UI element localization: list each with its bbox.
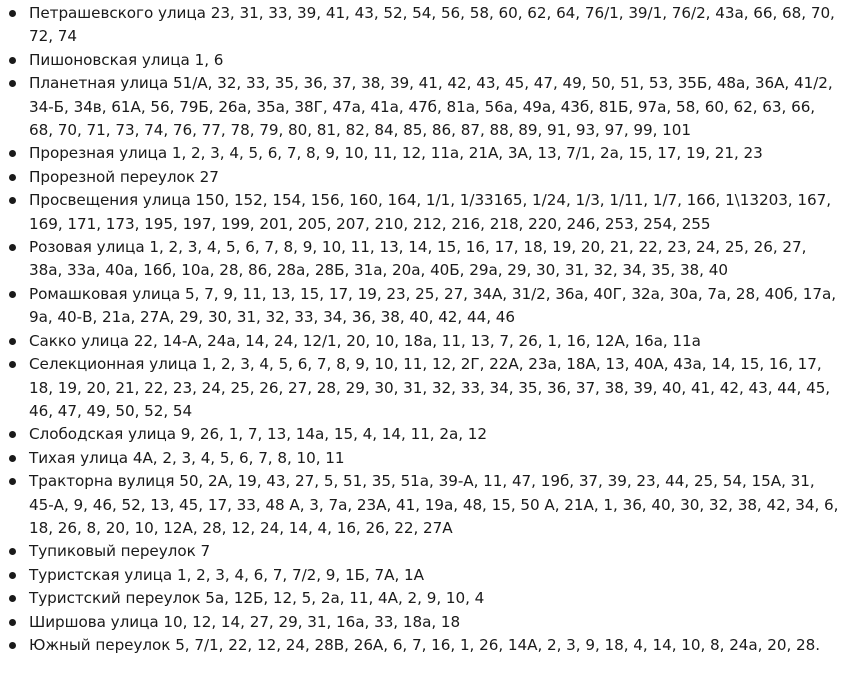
bullet-icon: [9, 595, 16, 602]
list-item: [8, 2, 842, 49]
bullet-icon: [9, 478, 16, 485]
street-entry-text: Туристский переулок 5а, 12Б, 12, 5, 2а, 11, 4А, 2, 9, 10, 4: [29, 589, 485, 608]
street-entry-text: Слободская улица 9, 26, 1, 7, 13, 14а, 15, 4, 14, 11, 2а, 12: [29, 425, 488, 444]
list-item: [8, 72, 842, 142]
bullet-icon: [9, 80, 16, 87]
list-item: [8, 470, 842, 540]
bullet-icon: [9, 197, 16, 204]
street-entry-text: Тупиковый переулок 7: [29, 542, 211, 561]
street-entry-text: Тракторна вулиця 50, 2А, 19, 43, 27, 5, 51, 35, 51а, 39-А, 11, 47, 19б, 37, 39, 23, 44, 25, 54, 15А, 31, 45-А, 9, 46, 52, 13, 45, 17, 33, 48 А, 3, 7а, 23А, 41, 19а, 48, 15, 50 А, 21А, 1, 36, 40, 30, 32, 38, 42, 34, 6, 18, 26, 8, 20, 10, 12А, 28, 12, 24, 14, 4, 16, 26, 22, 27А: [29, 472, 839, 537]
street-entry-text: Просвещения улица 150, 152, 154, 156, 160, 164, 1/1, 1/33165, 1/24, 1/3, 1/11, 1/7, 166, 1\13203, 167, 169, 171, 173, 195, 197, 199, 201, 205, 207, 210, 212, 216, 218, 220, 246, 253, 254, 255: [29, 191, 831, 233]
list-item: [8, 330, 842, 353]
street-entry-text: Тихая улица 4А, 2, 3, 4, 5, 6, 7, 8, 10, 11: [29, 448, 345, 467]
list-item: [8, 540, 842, 563]
list-item: [8, 49, 842, 72]
bullet-icon: [9, 174, 16, 181]
street-entry-text: Прорезная улица 1, 2, 3, 4, 5, 6, 7, 8, 9, 10, 11, 12, 11а, 21А, 3А, 13, 7/1, 2а, 15, 17, 19, 21, 23: [29, 144, 763, 163]
street-address-list: [8, 2, 842, 657]
street-entry-text: Селекционная улица 1, 2, 3, 4, 5, 6, 7, 8, 9, 10, 11, 12, 2Г, 22А, 23а, 18А, 13, 40А, 43а, 14, 15, 16, 17, 18, 19, 20, 21, 22, 23, 24, 25, 26, 27, 28, 29, 30, 31, 32, 33, 34, 35, 36, 37, 38, 39, 40, 41, 42, 43, 44, 45, 46, 47, 49, 50, 52, 54: [29, 355, 831, 420]
list-item: [8, 564, 842, 587]
bullet-icon: [9, 361, 16, 368]
street-entry-text: Розовая улица 1, 2, 3, 4, 5, 6, 7, 8, 9, 10, 11, 13, 14, 15, 16, 17, 18, 19, 20, 21, 22, 23, 24, 25, 26, 27, 38а, 33а, 40а, 16б, 10а, 28, 86, 28а, 28Б, 31а, 20а, 40Б, 29а, 29, 30, 31, 32, 34, 35, 38, 40: [29, 238, 807, 280]
bullet-icon: [9, 10, 16, 17]
bullet-icon: [9, 244, 16, 251]
list-item: [8, 236, 842, 283]
list-item: [8, 353, 842, 423]
bullet-icon: [9, 291, 16, 298]
bullet-icon: [9, 150, 16, 157]
list-item: [8, 611, 842, 634]
list-item: [8, 283, 842, 330]
bullet-icon: [9, 572, 16, 579]
list-item: [8, 634, 842, 657]
list-item: [8, 189, 842, 236]
list-item: [8, 587, 842, 610]
street-entry-text: Ширшова улица 10, 12, 14, 27, 29, 31, 16а, 33, 18а, 18: [29, 612, 461, 631]
street-entry-text: Прорезной переулок 27: [29, 167, 219, 186]
list-item: [8, 447, 842, 470]
street-entry-text: Сакко улица 22, 14-А, 24а, 14, 24, 12/1, 20, 10, 18а, 11, 13, 7, 26, 1, 16, 12А, 16а, 11а: [29, 331, 701, 350]
bullet-icon: [9, 431, 16, 438]
street-entry-text: Туристская улица 1, 2, 3, 4, 6, 7, 7/2, 9, 1Б, 7А, 1А: [29, 565, 424, 584]
list-item: [8, 142, 842, 165]
bullet-icon: [9, 455, 16, 462]
bullet-icon: [9, 619, 16, 626]
bullet-icon: [9, 338, 16, 345]
list-item: [8, 423, 842, 446]
list-item: [8, 166, 842, 189]
street-entry-text: Ромашковая улица 5, 7, 9, 11, 13, 15, 17, 19, 23, 25, 27, 34А, 31/2, 36а, 40Г, 32а, 30а, 7а, 28, 40б, 17а, 9а, 40-В, 21а, 27А, 29, 30, 31, 32, 33, 34, 36, 38, 40, 42, 44, 46: [29, 284, 836, 327]
bullet-icon: [9, 548, 16, 555]
bullet-icon: [9, 642, 16, 649]
street-entry-text: Пишоновская улица 1, 6: [29, 50, 224, 69]
street-entry-text: Южный переулок 5, 7/1, 22, 12, 24, 28В, 26А, 6, 7, 16, 1, 26, 14А, 2, 3, 9, 18, 4, 14, 10, 8, 24а, 20, 28.: [29, 635, 821, 654]
street-entry-text: Петрашевского улица 23, 31, 33, 39, 41, 43, 52, 54, 56, 58, 60, 62, 64, 76/1, 39/1, 76/2, 43а, 66, 68, 70, 72, 74: [29, 4, 835, 46]
bullet-icon: [9, 57, 16, 64]
street-entry-text: Планетная улица 51/А, 32, 33, 35, 36, 37, 38, 39, 41, 42, 43, 45, 47, 49, 50, 51, 53, 35Б, 48а, 36А, 41/2, 34-Б, 34в, 61А, 56, 79Б, 26а, 35а, 38Г, 47а, 41а, 47б, 81а, 56а, 49а, 43б, 81Б, 97а, 58, 60, 62, 63, 66, 68, 70, 71, 73, 74, 76, 77, 78, 79, 80, 81, 82, 84, 85, 86, 87, 88, 89, 91, 93, 97, 99, 101: [29, 74, 833, 140]
